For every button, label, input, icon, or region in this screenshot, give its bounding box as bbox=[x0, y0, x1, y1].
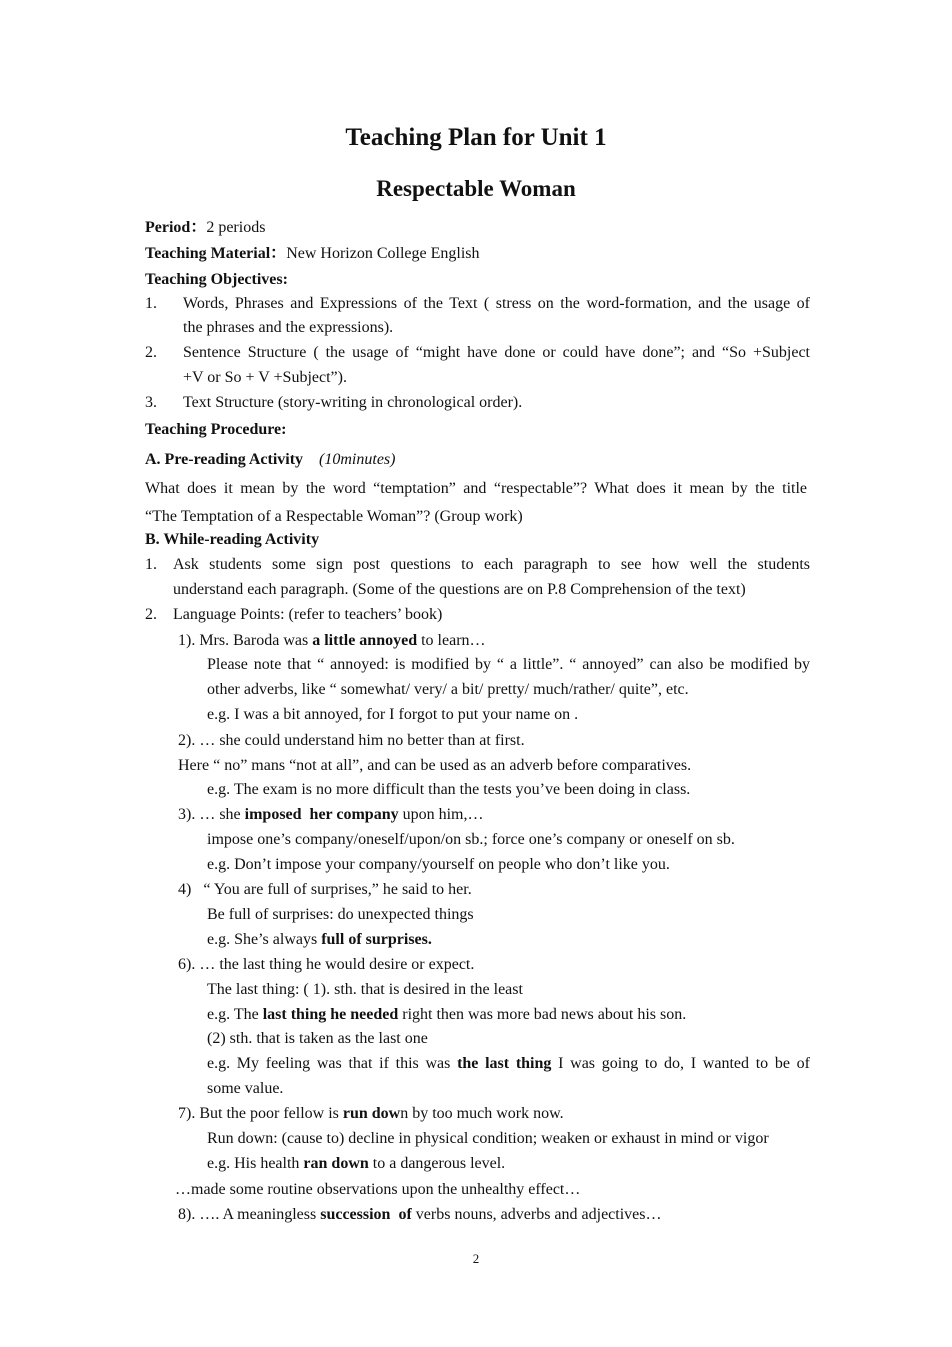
point-6-note-1: The last thing: ( 1). sth. that is desired in the least bbox=[207, 981, 523, 998]
point-6-note-2: (2) sth. that is taken as the last one bbox=[207, 1030, 428, 1047]
point-2-note: Here “ no” mans “not at all”, and can be used as an adverb before comparatives. bbox=[178, 757, 692, 774]
objective-2-line1: Sentence Structure ( the usage of “might have done or could have done”; and “So +Subject bbox=[183, 344, 810, 361]
point-6: 6). … the last thing he would desire or expect. bbox=[178, 956, 475, 973]
point-6-example-1: e.g. The last thing he needed right then was more bad news about his son. bbox=[207, 1006, 687, 1023]
point-7-note: Run down: (cause to) decline in physical condition; weaken or exhaust in mind or vigor bbox=[207, 1130, 769, 1147]
point-7: 7). But the poor fellow is run down by too much work now. bbox=[178, 1105, 564, 1122]
section-b-item1-number: 1. bbox=[145, 556, 157, 573]
point-2-example: e.g. The exam is no more difficult than the tests you’ve been doing in class. bbox=[207, 781, 691, 798]
section-b-item2-number: 2. bbox=[145, 606, 157, 623]
objective-1-number: 1. bbox=[145, 295, 157, 312]
procedure-heading: Teaching Procedure: bbox=[145, 421, 287, 438]
point-4-note: Be full of surprises: do unexpected things bbox=[207, 906, 474, 923]
material-line bbox=[145, 244, 479, 264]
point-3-example: e.g. Don’t impose your company/yourself on people who don’t like you. bbox=[207, 856, 670, 873]
point-1-note-line2: other adverbs, like “ somewhat/ very/ a bit/ pretty/ much/rather/ quite”, etc. bbox=[207, 681, 689, 698]
period-line bbox=[145, 218, 265, 238]
point-2: 2). … she could understand him no better than at first. bbox=[178, 732, 525, 749]
section-a-line1: What does it mean by the word “temptation” and “respectable”? What does it mean by the title bbox=[145, 480, 807, 497]
point-3: 3). … she imposed her company upon him,… bbox=[178, 806, 484, 823]
objectives-heading: Teaching Objectives: bbox=[145, 271, 288, 288]
section-a-time: (10minutes) bbox=[319, 451, 396, 468]
point-7-example: e.g. His health ran down to a dangerous level. bbox=[207, 1155, 506, 1172]
point-7-continuation: …made some routine observations upon the unhealthy effect… bbox=[175, 1181, 581, 1198]
objective-2-line2: +V or So + V +Subject”). bbox=[183, 369, 347, 386]
point-3-note: impose one’s company/oneself/upon/on sb.; force one’s company or oneself on sb. bbox=[207, 831, 735, 848]
page-subtitle: Respectable Woman bbox=[376, 176, 576, 201]
point-4-example: e.g. She’s always full of surprises. bbox=[207, 931, 432, 948]
objective-1-line2: the phrases and the expressions). bbox=[183, 319, 394, 336]
section-b-heading: B. While-reading Activity bbox=[145, 531, 320, 548]
point-6-example-2-cont: some value. bbox=[207, 1080, 284, 1097]
objective-3-number: 3. bbox=[145, 394, 157, 411]
point-8: 8). …. A meaningless succession of verbs nouns, adverbs and adjectives… bbox=[178, 1206, 662, 1223]
objective-1-line1: Words, Phrases and Expressions of the Text ( stress on the word-formation, and the usage of bbox=[183, 295, 810, 312]
material-value: New Horizon College English bbox=[286, 245, 480, 262]
point-1-example: e.g. I was a bit annoyed, for I forgot to put your name on . bbox=[207, 706, 579, 723]
page-title: Teaching Plan for Unit 1 bbox=[345, 124, 607, 151]
section-a-heading: A. Pre-reading Activity (10minutes) bbox=[145, 451, 396, 468]
objective-3-line1: Text Structure (story-writing in chronological order). bbox=[183, 394, 523, 411]
point-4: 4) “ You are full of surprises,” he said to her. bbox=[178, 881, 472, 898]
period-label: Period： bbox=[145, 219, 207, 236]
period-value: 2 periods bbox=[206, 219, 266, 236]
section-a-line2: “The Temptation of a Respectable Woman”? (Group work) bbox=[145, 508, 523, 525]
objective-2-number: 2. bbox=[145, 344, 157, 361]
material-label: Teaching Material： bbox=[145, 245, 287, 262]
section-b-item2-line1: Language Points: (refer to teachers’ book) bbox=[173, 606, 443, 623]
page-number: 2 bbox=[472, 1251, 480, 1266]
point-1: 1). Mrs. Baroda was a little annoyed to learn… bbox=[178, 632, 486, 649]
point-6-example-2: e.g. My feeling was that if this was the last thing I was going to do, I wanted to be of bbox=[207, 1055, 811, 1072]
point-1-note-line1: Please note that “ annoyed: is modified by “ a little”. “ annoyed” can also be modified by bbox=[207, 656, 810, 673]
section-b-item1-line2: understand each paragraph. (Some of the questions are on P.8 Comprehension of the text) bbox=[173, 581, 746, 598]
section-b-item1-line1: Ask students some sign post questions to each paragraph to see how well the students bbox=[173, 556, 810, 573]
